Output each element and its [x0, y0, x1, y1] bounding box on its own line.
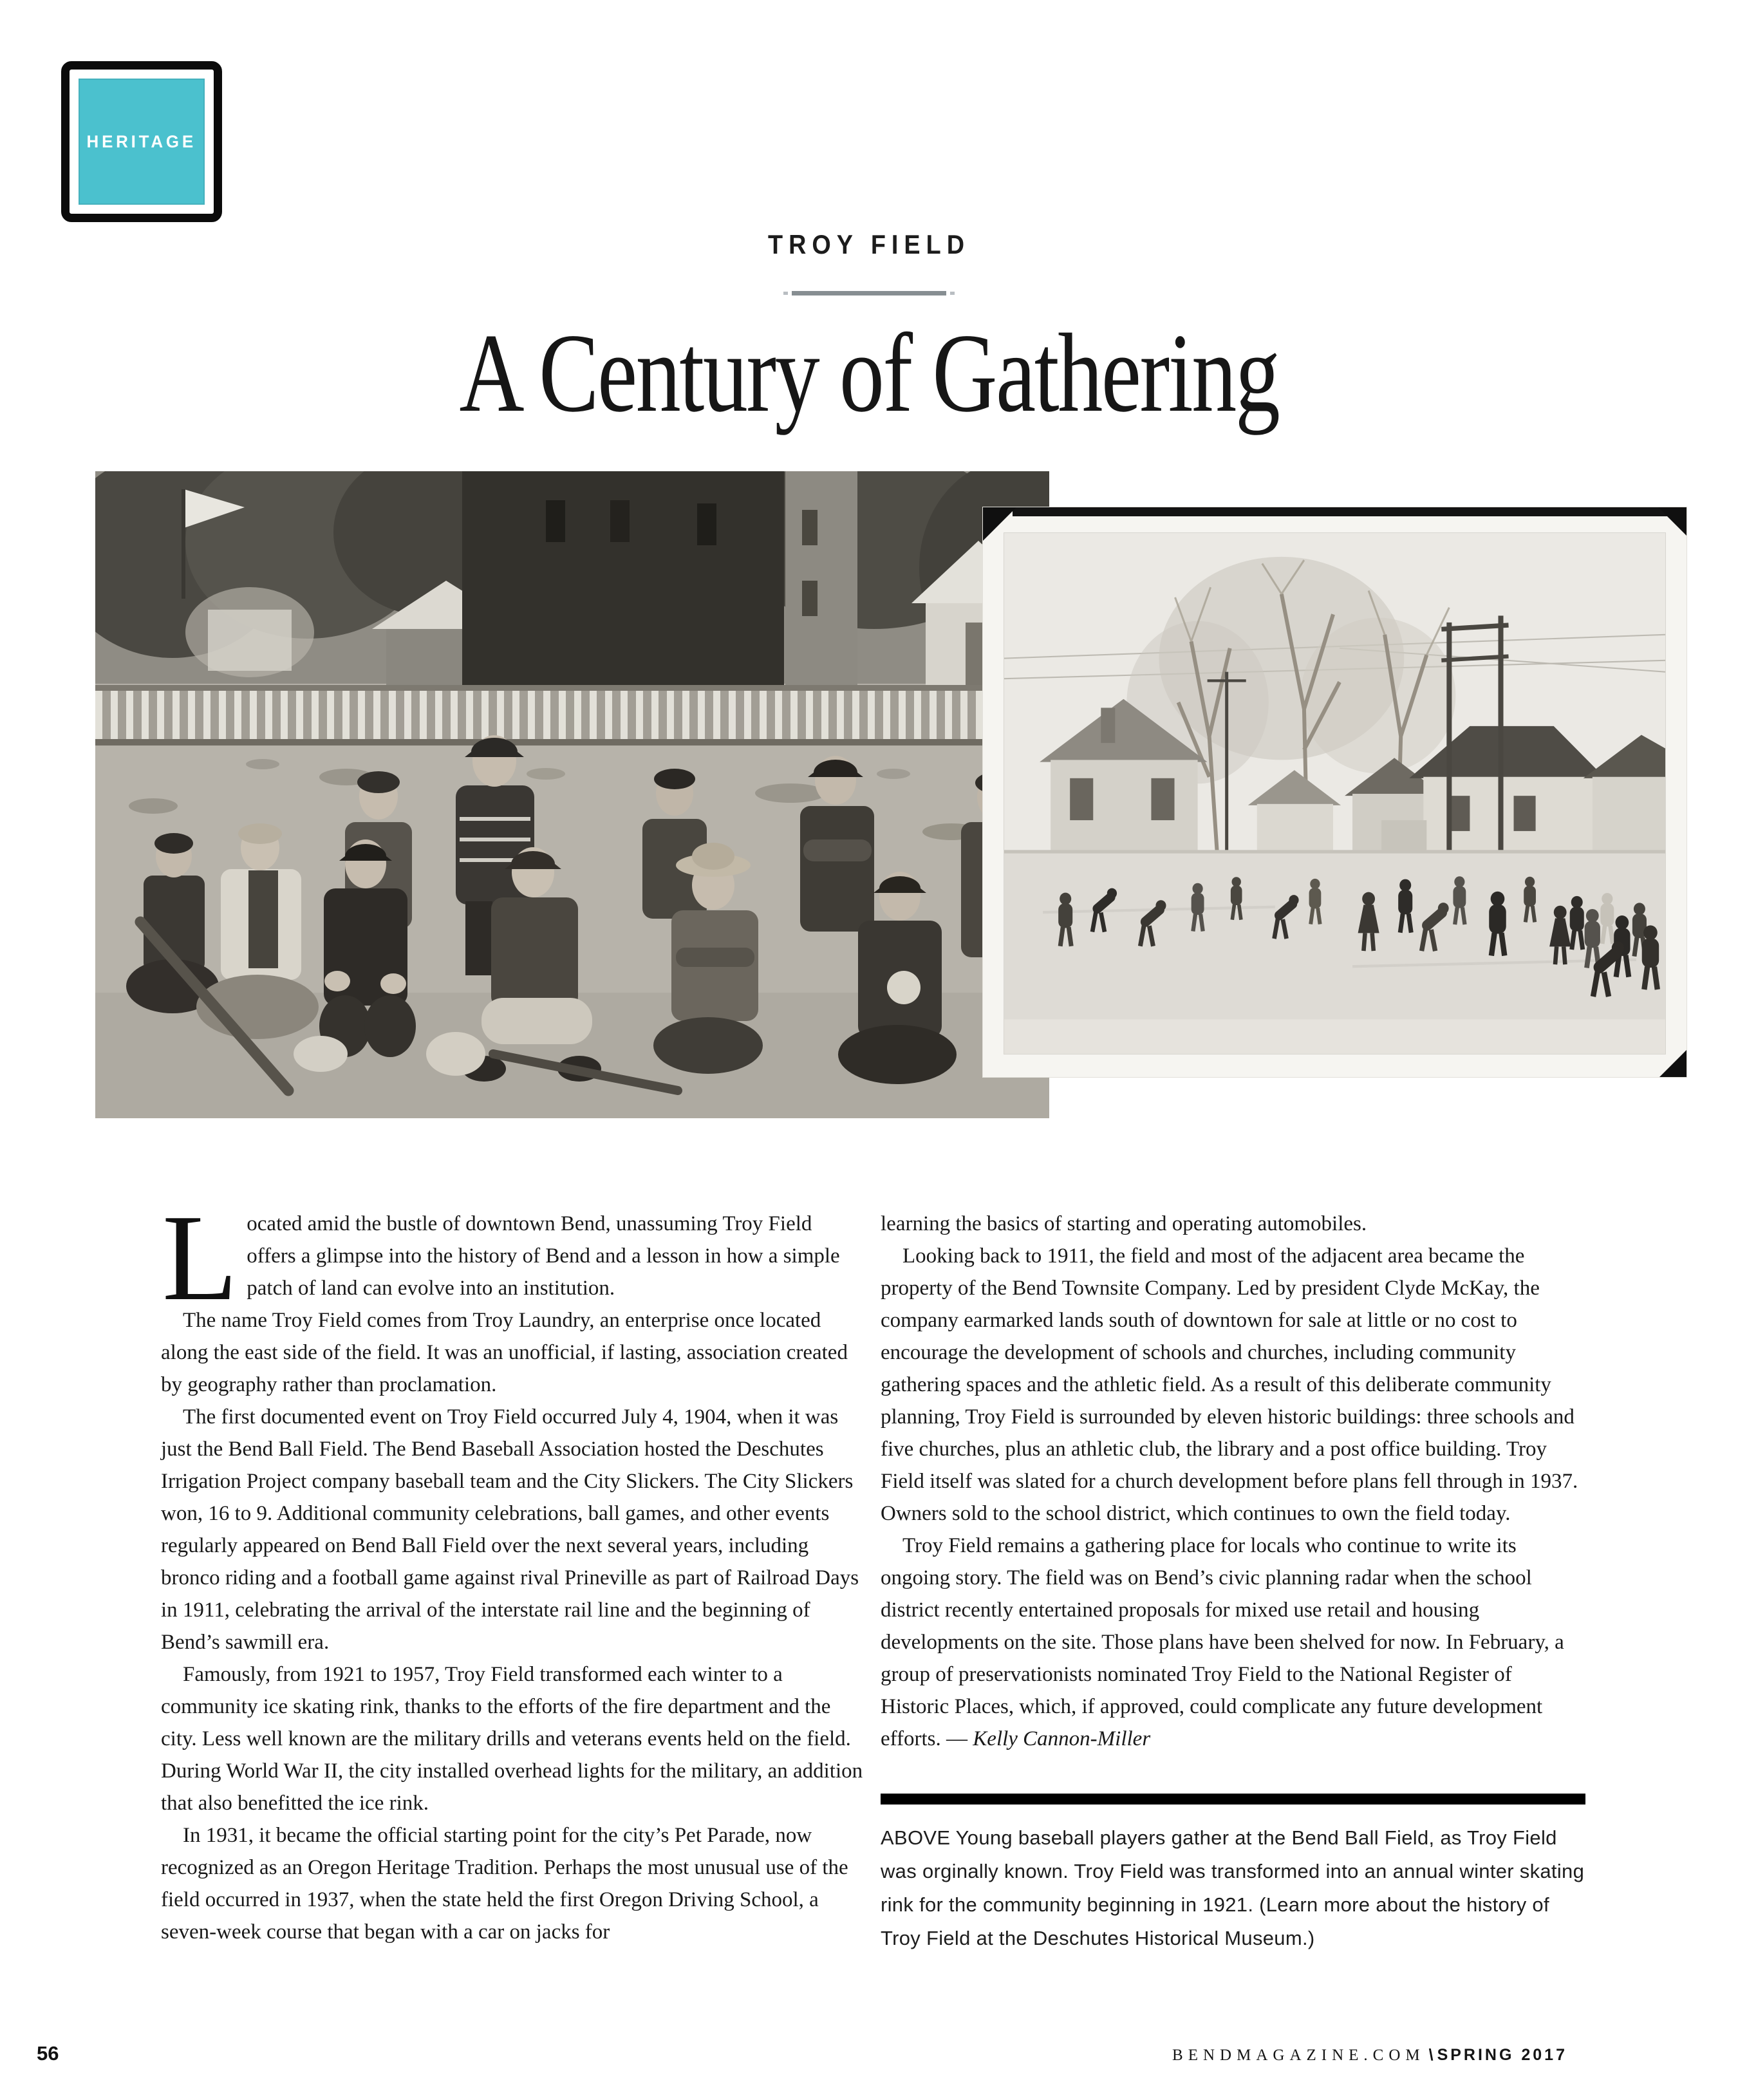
- divider-dot-right: [950, 292, 955, 295]
- paragraph: The first documented event on Troy Field occurred July 4, 1904, when it was just the Bend Ball Field. The Bend Baseball Association hosted the Deschutes Irrigation Project company baseball team and the City Slickers. The City Slickers won, 16 to 9. Additional community celebrations, ball games, and other events regularly appeared on Bend Ball Field over the next several years, including bronco riding and a football game against rival Prineville as part of Railroad Days in 1911, celebrating the arrival of the interstate rail line and the beginning of Bend’s sawmill era.: [161, 1405, 859, 1654]
- article-column-left: [161, 1189, 866, 1948]
- photo-top-strip: [1013, 507, 1680, 516]
- article-column-right: [881, 1208, 1585, 1755]
- skating-photo-illustration: [1004, 533, 1665, 1054]
- paragraph: [881, 1530, 1585, 1755]
- section-kicker: TROY FIELD: [767, 229, 971, 259]
- paragraph: In 1931, it became the official starting point for the city’s Pet Parade, now recognized as an Oregon Heritage Tradition. Perhaps the most unusual use of the field occurred in 1937, when the state held the first Oregon Driving School, a seven-week course that began with a car on jacks for: [161, 1824, 848, 1944]
- paragraph: learning the basics of starting and operating automobiles.: [881, 1212, 1367, 1235]
- photo-mount-corner-icon: [1659, 1050, 1687, 1077]
- baseball-photo: [95, 471, 1049, 1118]
- footer-site: BENDMAGAZINE.COM: [1172, 2047, 1425, 2064]
- paragraph: The name Troy Field comes from Troy Laundry, an enterprise once located along the east side of the field. It was an unofficial, if lasting, association created by geography rather than proclamation.: [161, 1309, 848, 1396]
- picket-fence: [95, 685, 1049, 745]
- paragraph: Famously, from 1921 to 1957, Troy Field transformed each winter to a community ice skating rink, thanks to the efforts of the fire department and the city. Less well known are the military drills and veterans events held on the field. During World War II, the city installed overhead lights for the military, an addition that also benefitted the ice rink.: [161, 1663, 863, 1815]
- skating-photo: [983, 507, 1687, 1077]
- photo-caption: ABOVE Young baseball players gather at the Bend Ball Field, as Troy Field was orginally known. Troy Field was transformed into an annual winter skating rink for the community beginning in 1921. (Learn more about the history of Troy Field at the Deschutes Historical Museum.): [881, 1826, 1585, 1949]
- page-number: 56: [37, 2042, 59, 2065]
- divider-dot-left: [783, 292, 788, 295]
- heritage-badge: [61, 61, 222, 222]
- heritage-badge-teal-square: [79, 79, 205, 205]
- paragraph-text: ocated amid the bustle of downtown Bend, unassuming Troy Field offers a glimpse into the history of Bend and a lesson in how a simple patch of land can evolve into an institution.: [247, 1212, 840, 1300]
- caption-block: [881, 1794, 1585, 1955]
- footer-separator: \: [1428, 2046, 1434, 2064]
- page-title: A Century of Gathering: [459, 310, 1279, 435]
- paragraph-text: Troy Field remains a gathering place for locals who continue to write its ongoing story. The field was on Bend’s civic planning radar when the school district recently entertained proposals for mixed use retail and housing developments on the site. Those plans have been shelved for now. In February, a group of preservationists nominated Troy Field to the National Register of Historic Places, which, if approved, could complicate any future development efforts. —: [881, 1534, 1564, 1750]
- drop-cap: L: [162, 1189, 238, 1326]
- baseball-photo-illustration: [95, 471, 1049, 1118]
- footer-credit: [1172, 2046, 1567, 2065]
- footer-issue: SPRING 2017: [1437, 2046, 1567, 2064]
- caption-rule: [881, 1794, 1585, 1805]
- author-byline: Kelly Cannon-Miller: [973, 1727, 1151, 1750]
- divider-rule: [792, 291, 946, 295]
- photo-mount-corner-icon: [1658, 507, 1687, 536]
- paragraph: Looking back to 1911, the field and most of the adjacent area became the property of the Bend Townsite Company. Led by president Clyde McKay, the company earmarked lands south of downtown for sale at little or no cost to encourage the development of schools and churches, including community gathering spaces and the athletic field. As a result of this deliberate community planning, Troy Field is surrounded by eleven historic buildings: three schools and five churches, plus an athletic club, the library and a post office building. Troy Field itself was slated for a church development before plans fell through in 1937. Owners sold to the school district, which continues to own the field today.: [881, 1244, 1578, 1525]
- heritage-badge-label: HERITAGE: [86, 131, 197, 151]
- paragraph: [161, 1189, 866, 1326]
